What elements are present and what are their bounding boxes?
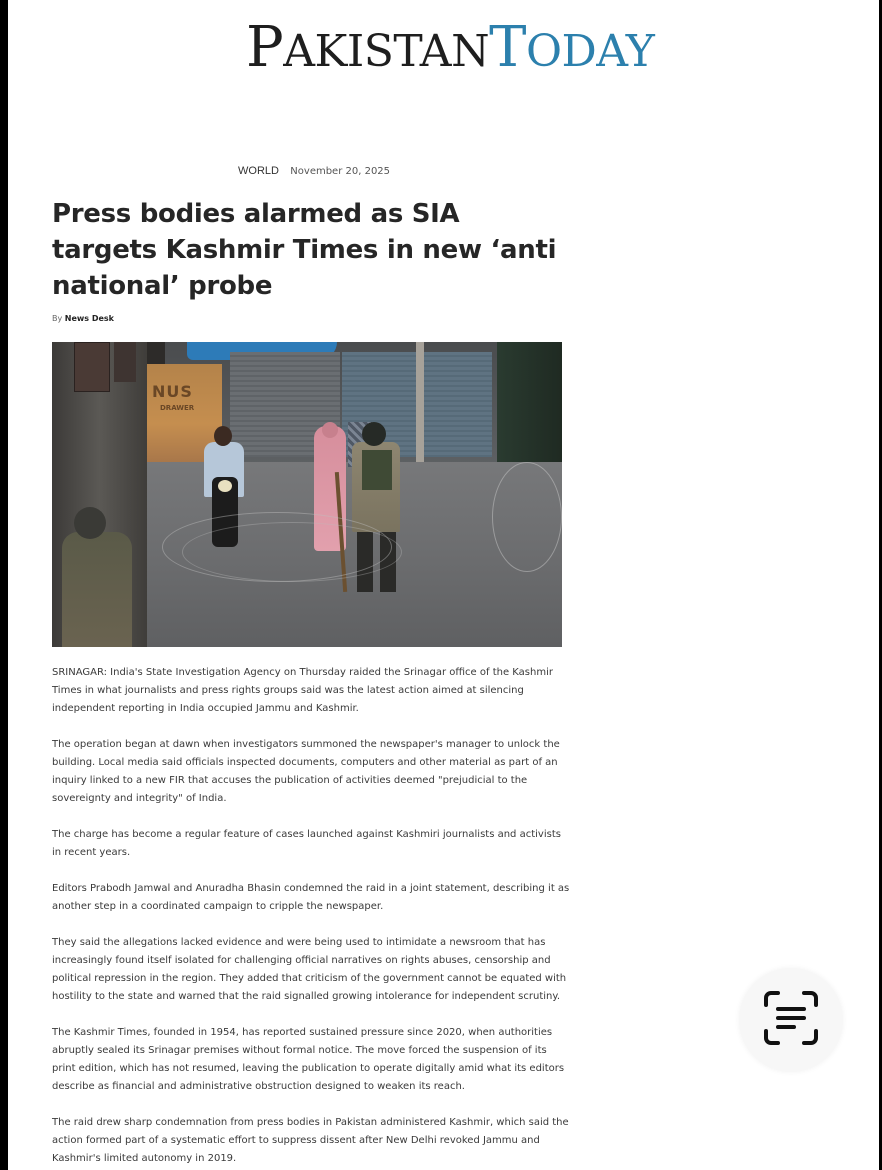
logo-text-pakistan: AKISTAN (283, 26, 490, 77)
publish-date: November 20, 2025 (290, 166, 391, 177)
paragraph: The charge has become a regular feature of cases launched against Kashmiri journalists and activists in recent years. (52, 829, 561, 858)
scan-text-button[interactable] (739, 968, 843, 1072)
scan-text-icon (762, 989, 820, 1051)
article-meta (238, 165, 390, 177)
paragraph: SRINAGAR: India's State Investigation Agency on Thursday raided the Srinagar office of the Kashmir Times in what journalists and press rights groups said was the latest action aimed at silencing independent reporting in India occupied Jammu and Kashmir. (52, 667, 553, 714)
paragraph: The Kashmir Times, founded in 1954, has reported sustained pressure since 2020, when authorities abruptly sealed its Srinagar premises without formal notice. The move forced the suspension of its print edition, which has not resumed, leaving the publication to operate digitally amid what its editors describe as financial and administrative obstruction designed to weaken its reach. (52, 1027, 565, 1092)
article-body (52, 664, 572, 1170)
logo-text-today: ODAY (525, 26, 655, 77)
byline (52, 314, 114, 323)
author-link[interactable]: News Desk (64, 314, 114, 323)
logo-initial-p: P (246, 15, 284, 80)
paragraph: Editors Prabodh Jamwal and Anuradha Bhasin condemned the raid in a joint statement, describing it as another step in a coordinated campaign to cripple the newspaper. (52, 883, 570, 912)
article-image: NUS DRAWER (52, 342, 562, 647)
paragraph: The operation began at dawn when investigators summoned the newspaper's manager to unlock the building. Local media said officials inspected documents, computers and other material as part of an inquiry linked to a new FIR that accuses the publication of activities deemed "prejudicial to the sovereignty and integrity" of India. (52, 739, 560, 804)
pakistan-today-logo[interactable] (246, 15, 656, 80)
logo-initial-t: T (489, 15, 526, 80)
byline-prefix: By (52, 314, 63, 323)
paragraph: They said the allegations lacked evidence and were being used to intimidate a newsroom that has increasingly found itself isolated for challenging official narratives on rights abuses, censorship and political repression in the region. They added that criticism of the government cannot be equated with hostility to the state and warned that the raid signalled growing intolerance for independent scrutiny. (52, 937, 567, 1002)
paragraph: The raid drew sharp condemnation from press bodies in Pakistan administered Kashmir, which said the action formed part of a systematic effort to suppress dissent after New Delhi revoked Jammu and Kashmir's limited autonomy in 2019. (52, 1117, 569, 1164)
category-link[interactable]: WORLD (238, 165, 279, 177)
article-headline: Press bodies alarmed as SIA targets Kashmir Times in new ‘anti national’ probe (52, 199, 557, 301)
article-page (8, 0, 879, 1170)
